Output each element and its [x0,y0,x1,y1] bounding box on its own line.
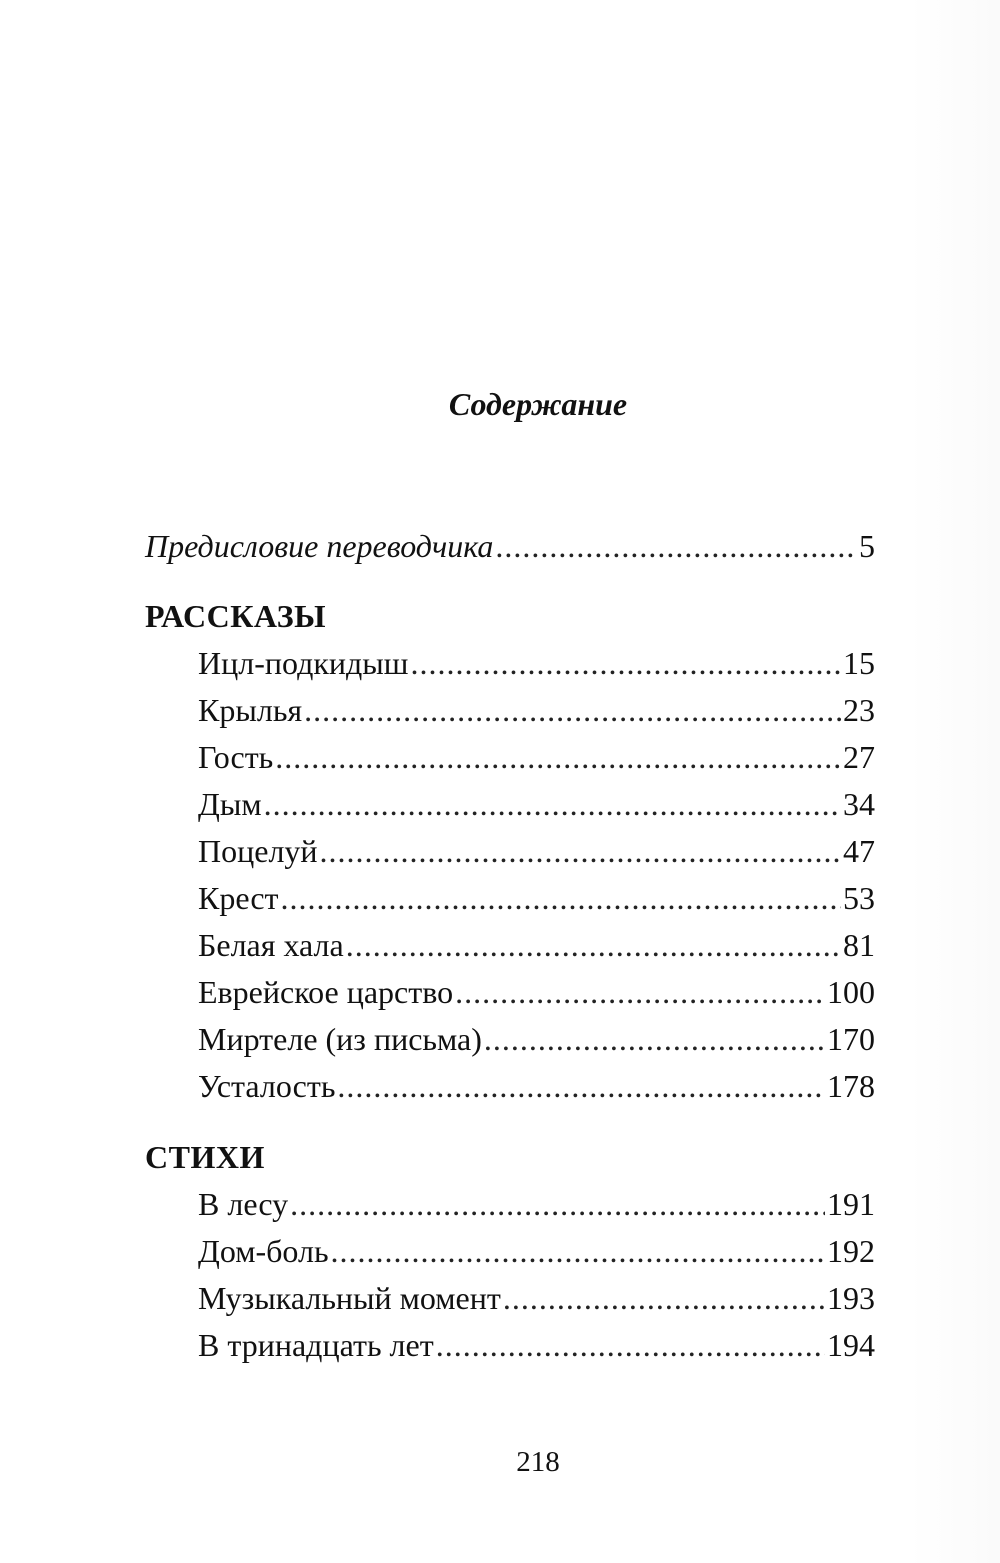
toc-entry [198,922,875,969]
toc-entry [198,734,875,781]
toc-entry-page: 23 [843,692,875,728]
dot-leader [331,1228,825,1275]
dot-leader [410,640,841,687]
toc-entry-label: Крылья [198,692,303,728]
toc-entry-page: 191 [827,1186,875,1222]
toc-entry-label: Гость [198,739,274,775]
toc-entry [198,875,875,922]
dot-leader [264,781,841,828]
section-heading-poems: СТИХИ [145,1139,265,1175]
toc-entry-page: 34 [843,786,875,822]
toc-entry-page: 194 [827,1327,875,1363]
toc-entry-page: 193 [827,1280,875,1316]
toc-entry-label: Крест [198,880,279,916]
toc-entry [198,640,875,687]
toc-entry [198,828,875,875]
toc-entry [198,1063,875,1110]
toc-entry [198,1016,875,1063]
toc-entry [198,969,875,1016]
dot-leader [281,875,841,922]
toc-entry-label: В тринадцать лет [198,1327,434,1363]
toc-entry [198,781,875,828]
dot-leader [346,922,841,969]
dot-leader [484,1016,825,1063]
page-edge-shadow [910,0,1000,1563]
dot-leader [455,969,825,1016]
toc-entry [198,1181,875,1228]
toc-entry-label: Дом-боль [198,1233,329,1269]
dot-leader [304,687,841,734]
toc-entry-label: В лесу [198,1186,289,1222]
toc-entry-page: 15 [843,645,875,681]
toc-entry-label: Ицл-подкидыш [198,645,409,681]
toc-entry-page: 47 [843,833,875,869]
toc-entry-page: 178 [827,1068,875,1104]
toc-entry-label: Миртеле (из письма) [198,1021,482,1057]
toc-entry-label: Дым [198,786,262,822]
toc-title: Содержание [448,386,628,422]
dot-leader [320,828,841,875]
toc-entry-page: 170 [827,1021,875,1057]
toc-entry-label: Белая хала [198,927,344,963]
toc-entry-page: 192 [827,1233,875,1269]
toc-entry [198,1275,875,1322]
toc-entry [198,687,875,734]
section-heading-stories: РАССКАЗЫ [145,598,327,634]
toc-entry-page: 27 [843,739,875,775]
toc-entry-label: Усталость [198,1068,336,1104]
toc-entry [198,1228,875,1275]
dot-leader [275,734,841,781]
toc-entry-label: Предисловие переводчика [145,528,494,564]
toc-entry-preface [145,523,875,570]
dot-leader [503,1275,825,1322]
toc-entry-label: Музыкальный момент [198,1280,501,1316]
toc-entry [198,1322,875,1369]
toc-entry-page: 53 [843,880,875,916]
dot-leader [290,1181,825,1228]
toc-entry-page: 100 [827,974,875,1010]
dot-leader [436,1322,825,1369]
toc-entry-page: 81 [843,927,875,963]
toc-entry-label: Поцелуй [198,833,318,869]
toc-entry-label: Еврейское царство [198,974,454,1010]
page-number: 218 [516,1446,560,1478]
dot-leader [495,523,857,570]
dot-leader [337,1063,825,1110]
toc-entry-page: 5 [859,528,875,564]
